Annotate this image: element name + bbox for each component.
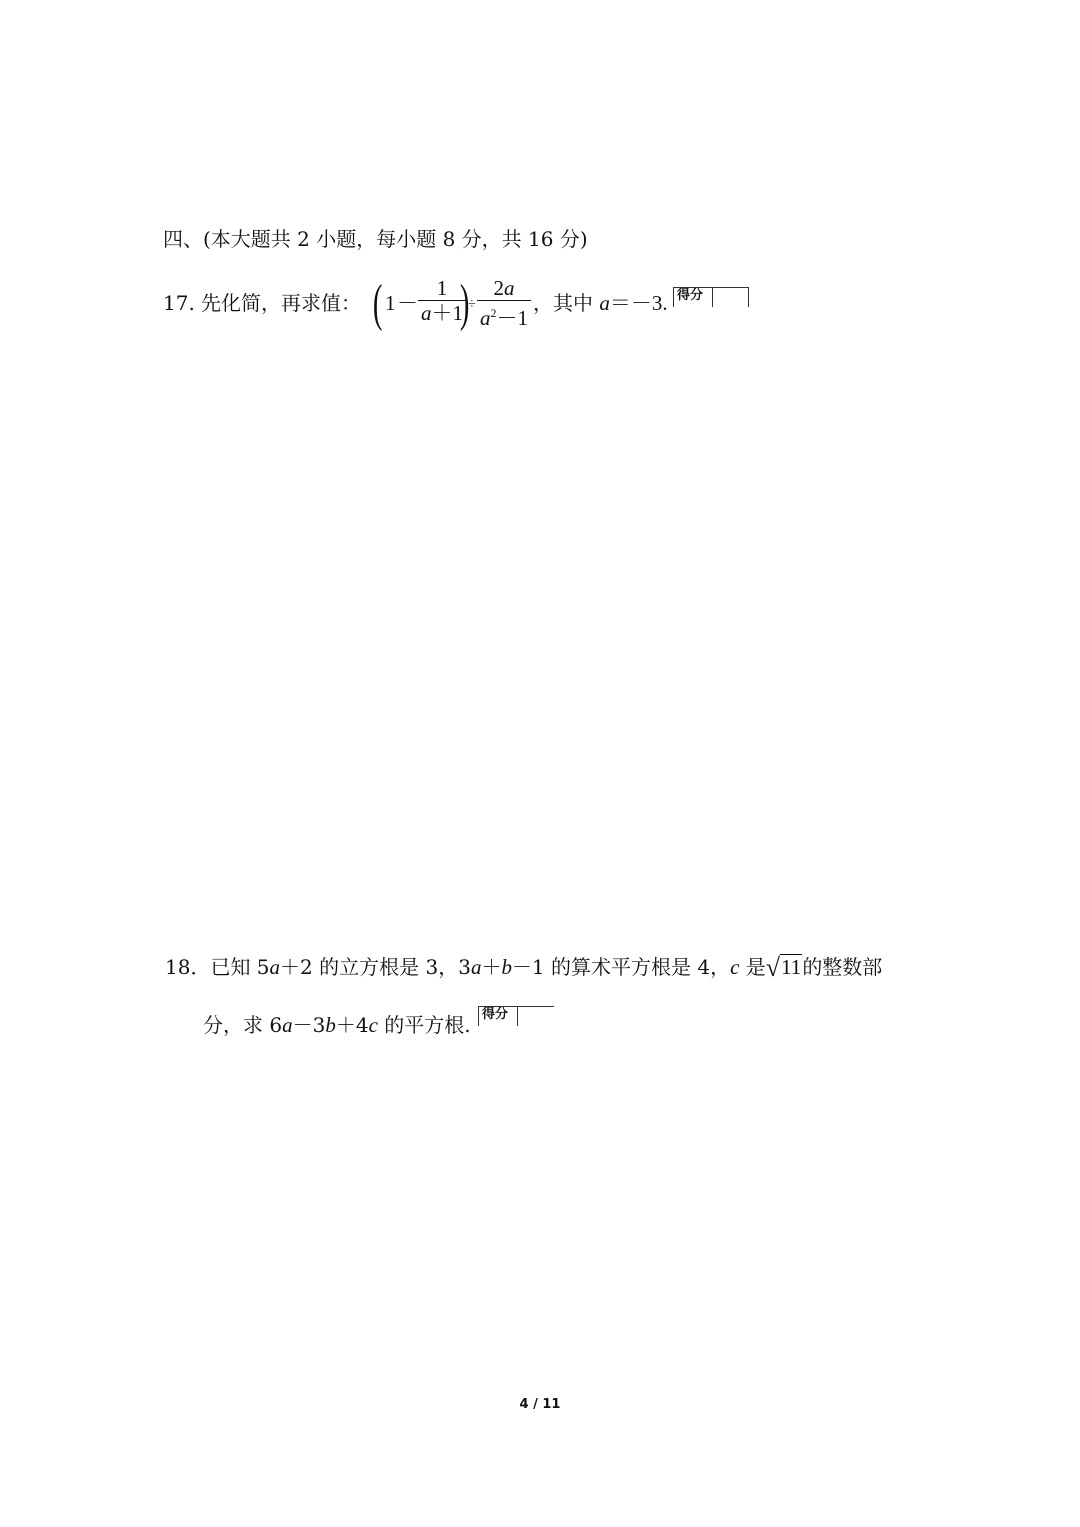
score-label: 得分: [677, 288, 704, 303]
fraction-1-denominator: a＋1: [418, 300, 466, 325]
question-17-condition: ，其中 a＝－3.: [533, 291, 668, 315]
section-heading: 四、(本大题共 2 小题，每小题 8 分，共 16 分): [163, 227, 588, 251]
fraction-2-numerator: 2a: [493, 276, 515, 300]
score-box-17: [673, 287, 749, 307]
question-18-line-1: 18．已知 5a＋2 的立方根是 3，3a＋b－1 的算术平方根是 4，c 是√11的整数部: [165, 953, 883, 982]
sqrt-11: √11: [765, 953, 802, 982]
one-term: 1: [385, 291, 396, 315]
score-divider: [712, 288, 713, 307]
score-label: 得分: [482, 1007, 509, 1022]
question-18-number: 18．: [165, 955, 211, 979]
fraction-2-denominator: $a^2-1$: [477, 300, 531, 330]
right-paren: ): [459, 275, 470, 332]
question-18-line-2: 分，求 6a－3b＋4c 的平方根.: [203, 1013, 471, 1037]
page-number: 4 / 11: [519, 1397, 561, 1412]
left-paren: (: [372, 275, 383, 332]
score-divider: [517, 1007, 518, 1026]
minus-sign: －: [397, 291, 418, 315]
divide-sign: ÷: [468, 297, 476, 312]
fraction-1-numerator: 1: [436, 276, 448, 300]
fraction-2: [477, 276, 531, 330]
question-17-number: 17.: [163, 291, 195, 315]
fraction-1: [418, 276, 466, 325]
question-17-prompt: 先化简，再求值：: [201, 291, 361, 315]
score-box-end: [748, 288, 749, 307]
score-box-18: [478, 1006, 554, 1026]
